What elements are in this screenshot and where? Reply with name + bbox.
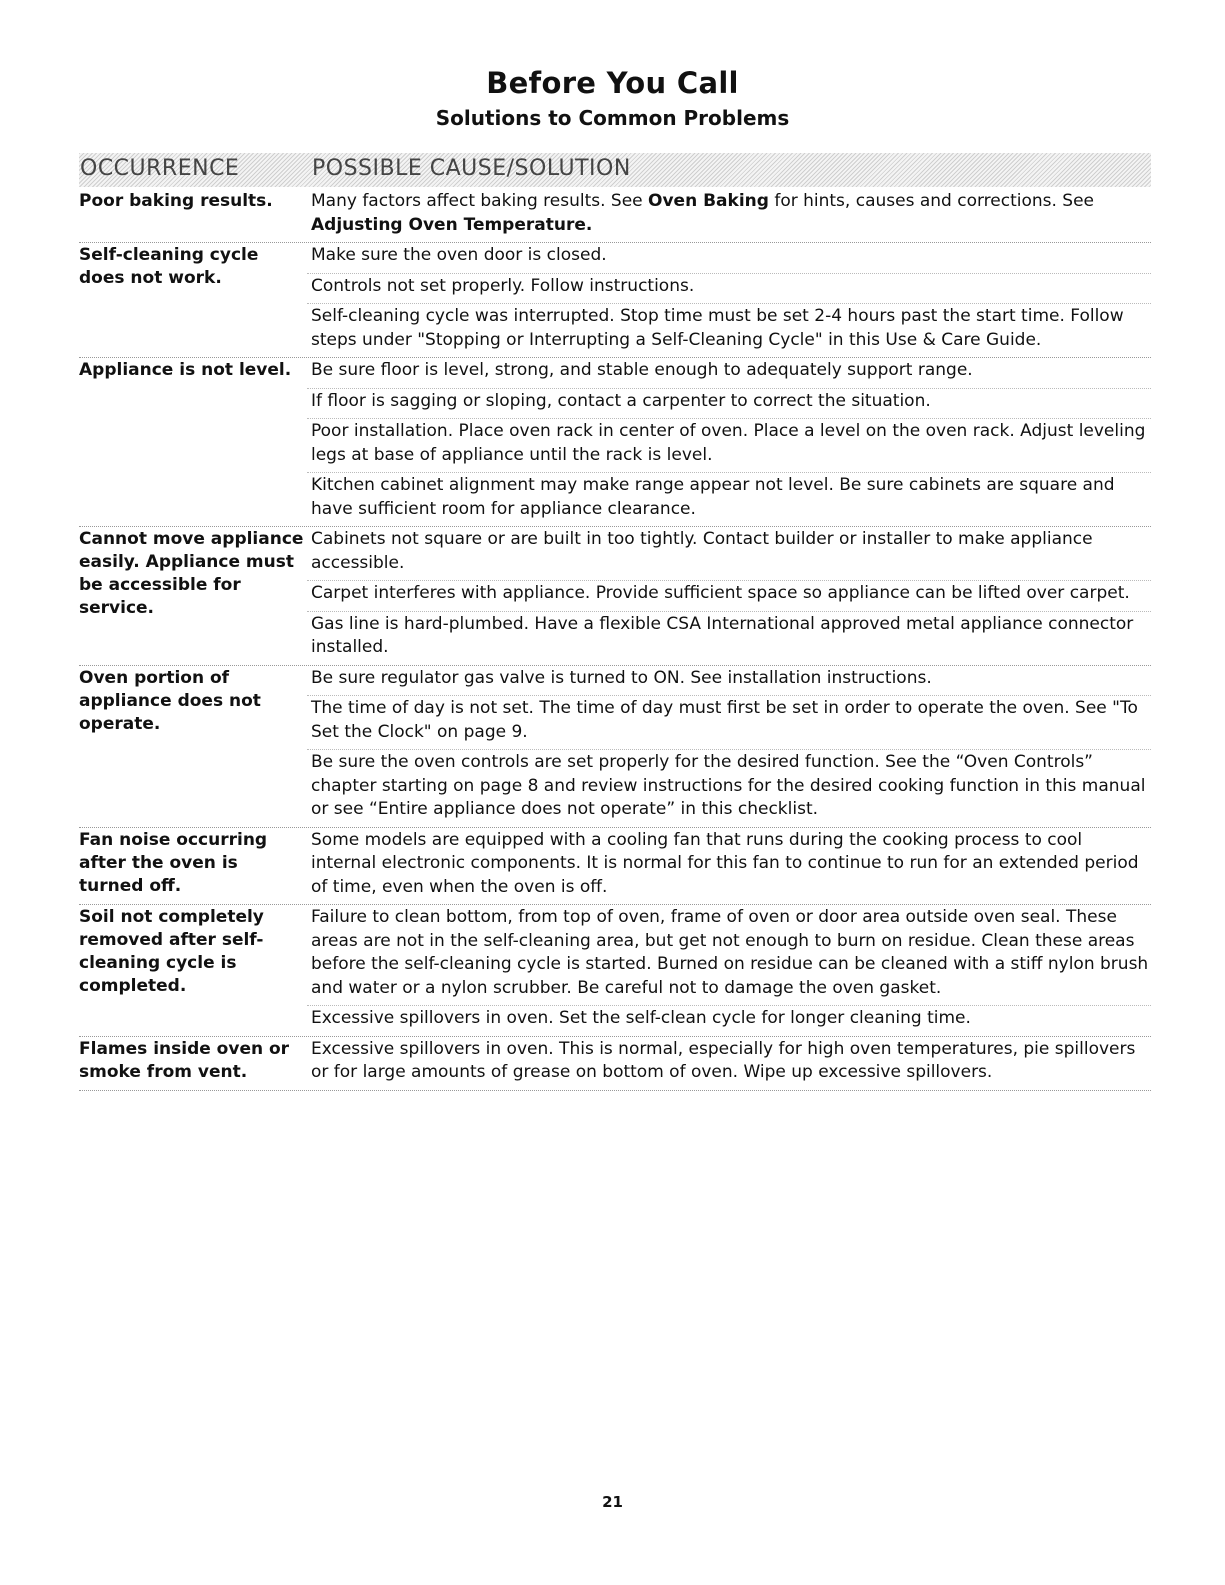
occurrence-cell: Poor baking results.: [79, 191, 273, 211]
solution-text: Be sure regulator gas valve is turned to ON. See installation instructions.: [307, 666, 1151, 697]
table-row: [79, 358, 1151, 527]
solution-text: Cabinets not square or are built in too tightly. Contact builder or installer to make appliance accessible.: [307, 527, 1151, 581]
solution-text: Make sure the oven door is closed.: [307, 243, 1151, 274]
solutions-cell: [307, 358, 1151, 526]
solutions-cell: [307, 243, 1151, 357]
solution-text: If floor is sagging or sloping, contact a carpenter to correct the situation.: [307, 389, 1151, 420]
solution-text: Failure to clean bottom, from top of oven, frame of oven or door area outside oven seal. These areas are not in the self-cleaning area, but get not enough to burn on residue. Clean these areas before the self-cleaning cycle is started. Burned on residue can be cleaned with a stiff nylon brush and water or a nylon scrubber. Be careful not to damage the oven gasket.: [307, 905, 1151, 1006]
occurrence-cell: Appliance is not level.: [79, 360, 292, 380]
solution-text: Carpet interferes with appliance. Provide sufficient space so appliance can be lifted over carpet.: [307, 581, 1151, 612]
page-title: Before You Call: [486, 66, 739, 100]
solution-text: Self-cleaning cycle was interrupted. Stop time must be set 2-4 hours past the start time. Follow steps under "Stopping or Interrupting a Self-Cleaning Cycle" in this Use & Care Guide.: [311, 306, 1124, 350]
occurrence-cell: Cannot move appliance easily. Appliance must be accessible for service.: [79, 529, 304, 618]
cross-reference: Oven Baking: [648, 191, 769, 211]
table-row: [79, 189, 1151, 243]
solution-segment: Many factors affect baking results. See: [311, 191, 649, 211]
solution-text: Gas line is hard-plumbed. Have a flexible CSA International approved metal appliance connector installed.: [311, 613, 1134, 657]
cross-reference: Adjusting Oven Temperature.: [311, 214, 593, 235]
table-row: [79, 527, 1151, 666]
page-subtitle: Solutions to Common Problems: [435, 106, 790, 130]
solution-text: Poor installation. Place oven rack in center of oven. Place a level on the oven rack. Adjust leveling legs at base of appliance until the rack is level.: [307, 419, 1151, 473]
occurrence-cell: Flames inside oven or smoke from vent.: [79, 1038, 290, 1082]
solution-text: [307, 189, 1151, 242]
table-row: [79, 1037, 1151, 1091]
occurrence-cell: Soil not completely removed after self-cleaning cycle is completed.: [79, 907, 264, 996]
occurrence-cell: Self-cleaning cycle does not work.: [79, 245, 259, 288]
table-row: [79, 243, 1151, 358]
solution-text: Some models are equipped with a cooling fan that runs during the cooking process to cool internal electronic components. It is normal for this fan to continue to run for an extended period of time, even when the oven is off.: [311, 829, 1139, 897]
solution-text: Excessive spillovers in oven. This is normal, especially for high oven temperatures, pie spillovers or for large amounts of grease on bottom of oven. Wipe up excessive spillovers.: [311, 1038, 1136, 1082]
table-row: [79, 828, 1151, 906]
column-header-solution: POSSIBLE CAUSE/SOLUTION: [312, 156, 631, 181]
column-header-occurrence: OCCURRENCE: [80, 156, 240, 181]
solution-text: Kitchen cabinet alignment may make range appear not level. Be sure cabinets are square and have sufficient room for appliance clearance.: [311, 475, 1115, 519]
solutions-cell: [307, 828, 1151, 905]
solutions-cell: [307, 1037, 1151, 1090]
solution-text: The time of day is not set. The time of day must first be set in order to operate the oven. See "To Set the Clock" on page 9.: [307, 696, 1151, 750]
table-row: [79, 666, 1151, 828]
occurrence-cell: Oven portion of appliance does not operate.: [79, 667, 261, 734]
page-number: 21: [602, 1493, 623, 1511]
solution-text: Excessive spillovers in oven. Set the self-clean cycle for longer cleaning time.: [311, 1008, 971, 1028]
solution-text: Be sure floor is level, strong, and stable enough to adequately support range.: [307, 358, 1151, 389]
occurrence-cell: Fan noise occurring after the oven is turned off.: [79, 829, 268, 896]
table-row: [79, 905, 1151, 1037]
troubleshooting-table: [79, 189, 1151, 1091]
solution-text: Controls not set properly. Follow instructions.: [307, 274, 1151, 305]
solutions-cell: [307, 905, 1151, 1036]
solutions-cell: [307, 189, 1151, 242]
solutions-cell: [307, 527, 1151, 665]
solution-segment: for hints, causes and corrections. See: [768, 191, 1095, 211]
solutions-cell: [307, 666, 1151, 827]
solution-text: Be sure the oven controls are set properly for the desired function. See the “Oven Controls” chapter starting on page 8 and review instructions for the desired cooking function in this manual or see “Entire appliance does not operate” in this checklist.: [311, 752, 1146, 819]
